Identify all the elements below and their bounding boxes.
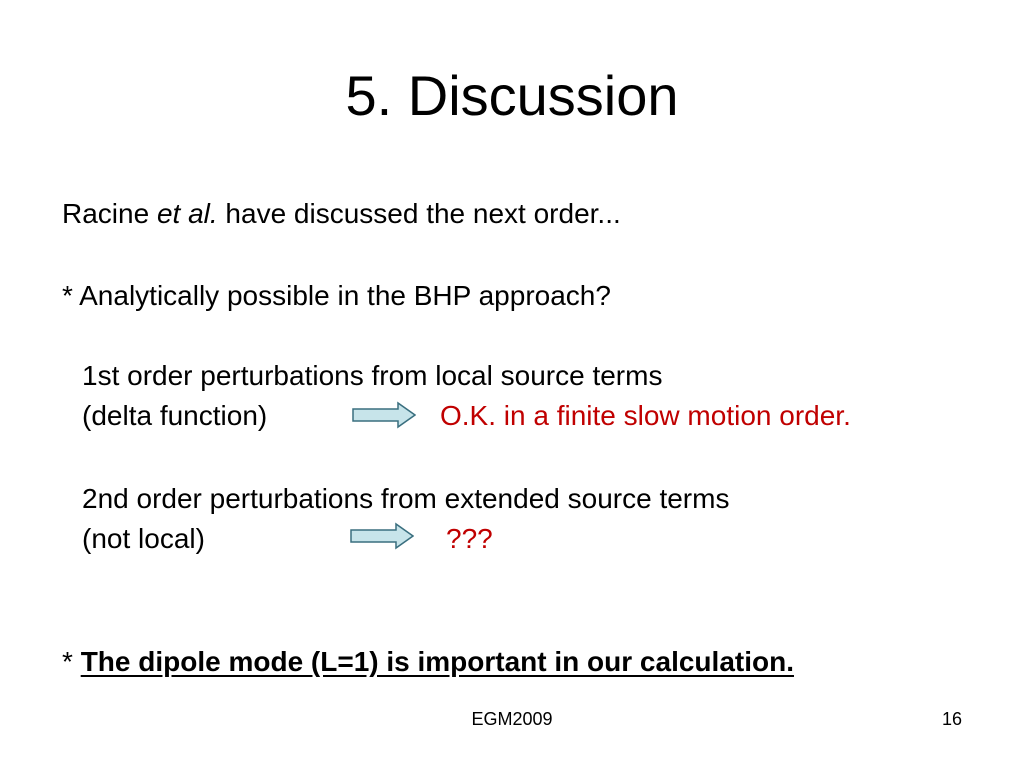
second-order-result: ??? xyxy=(446,523,493,554)
intro-italic: et al. xyxy=(156,198,218,229)
first-order-line1: 1st order perturbations from local source terms xyxy=(82,360,663,391)
intro-line xyxy=(62,197,621,231)
question-line: * Analytically possible in the BHP approach? xyxy=(62,280,611,311)
first-order-line2: (delta function) xyxy=(82,400,268,431)
conclusion-line xyxy=(62,645,794,679)
footer-event: EGM2009 xyxy=(471,709,553,729)
intro-suffix: have discussed the next order... xyxy=(217,198,621,229)
first-order-result: O.K. in a finite slow motion order. xyxy=(440,400,851,431)
right-arrow-icon xyxy=(350,522,414,550)
slide-title: 5. Discussion xyxy=(345,64,679,127)
right-arrow-icon xyxy=(352,401,416,429)
conclusion-prefix: * xyxy=(62,646,81,677)
conclusion-emphasis: The dipole mode (L=1) is important in our calculation. xyxy=(80,646,794,677)
second-order-line2: (not local) xyxy=(82,523,205,554)
intro-prefix: Racine xyxy=(62,198,157,229)
page-number: 16 xyxy=(941,709,962,729)
second-order-line1: 2nd order perturbations from extended source terms xyxy=(82,483,730,514)
